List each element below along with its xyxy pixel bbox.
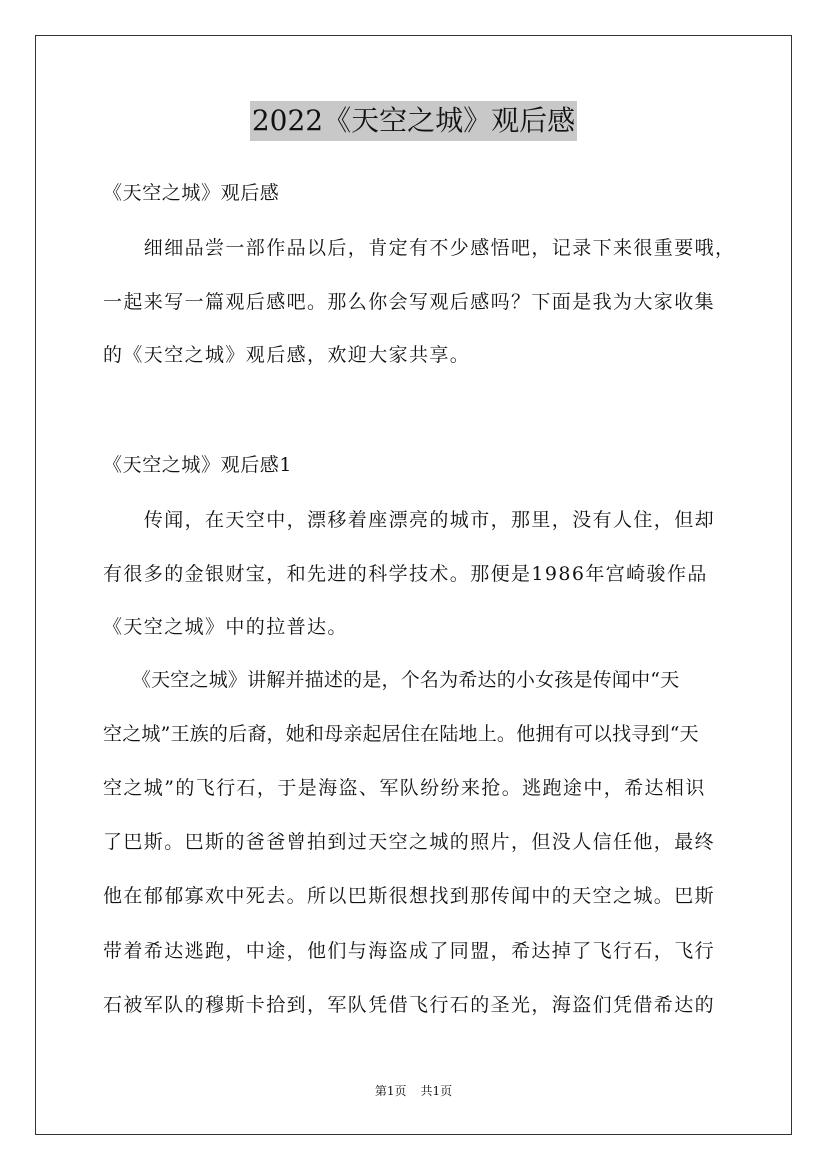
section-heading: 《天空之城》观后感 [103, 182, 280, 204]
paragraph-line: 有很多的金银财宝，和先进的科学技术。那便是1986年宫崎骏作品 [103, 563, 708, 585]
paragraph-line: 一起来写一篇观后感吧。那么你会写观后感吗？下面是我为大家收集 [103, 291, 716, 313]
paragraph-line: 细细品尝一部作品以后，肯定有不少感悟吧，记录下来很重要哦， [103, 237, 736, 259]
document-title: 2022《天空之城》观后感 [250, 101, 577, 141]
paragraph-line: 石被军队的穆斯卡拾到，军队凭借飞行石的圣光，海盗们凭借希达的 [103, 994, 716, 1016]
paragraph-line: 《天空之城》中的拉普达。 [103, 616, 348, 638]
paragraph-line: 的《天空之城》观后感，欢迎大家共享。 [103, 344, 471, 366]
paragraph-line: 空之城”的飞行石，于是海盗、军队纷纷来抢。逃跑途中，希达相识 [103, 777, 706, 799]
page-number: 第1页 [374, 1084, 407, 1098]
paragraph-line: 带着希达逃跑，中途，他们与海盗成了同盟，希达掉了飞行石，飞行 [103, 940, 716, 962]
paragraph-line: 《天空之城》讲解并描述的是，个名为希达的小女孩是传闻中“天 [103, 669, 680, 691]
title-container [0, 101, 827, 141]
total-pages: 共1页 [420, 1084, 453, 1098]
section-heading: 《天空之城》观后感1 [103, 454, 293, 476]
paragraph-line: 传闻，在天空中，漂移着座漂亮的城市，那里，没有人住，但却 [103, 509, 716, 531]
paragraph-line: 他在郁郁寡欢中死去。所以巴斯很想找到那传闻中的天空之城。巴斯 [103, 885, 716, 907]
paragraph-line: 了巴斯。巴斯的爸爸曾拍到过天空之城的照片，但没人信任他，最终 [103, 831, 716, 853]
page-footer [0, 1083, 827, 1099]
paragraph-line: 空之城”王族的后裔，她和母亲起居住在陆地上。他拥有可以找寻到“天 [103, 723, 699, 745]
